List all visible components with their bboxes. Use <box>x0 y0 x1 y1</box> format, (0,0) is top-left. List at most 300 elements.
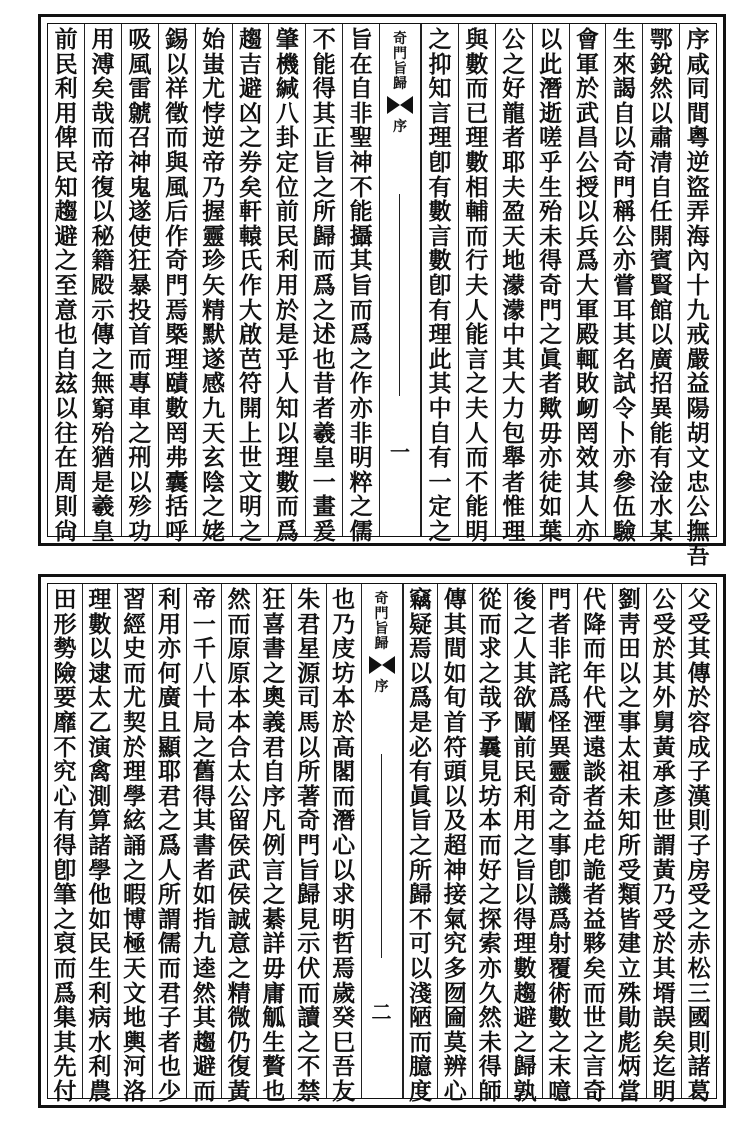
character: 利 <box>88 1053 112 1081</box>
character: 廣 <box>649 345 673 373</box>
character: 后 <box>165 198 189 226</box>
character: 源 <box>297 659 321 687</box>
character: 衂 <box>575 394 599 422</box>
text-column <box>605 24 642 545</box>
character: 遠 <box>583 733 607 761</box>
character: 外 <box>652 684 676 712</box>
character: 之 <box>53 905 77 933</box>
character: 地 <box>502 247 526 275</box>
character: 門 <box>612 173 636 201</box>
character: 舉 <box>502 444 526 472</box>
character: 之 <box>408 831 432 859</box>
character: 心 <box>332 831 356 859</box>
character: 能 <box>465 321 489 349</box>
character: 用 <box>157 610 181 638</box>
character: 門 <box>297 831 321 859</box>
character: 本 <box>227 708 251 736</box>
character: 數 <box>428 247 452 275</box>
character: 本 <box>332 684 356 712</box>
character: 皇 <box>312 444 336 472</box>
character: 儒 <box>349 517 373 545</box>
character: 有 <box>428 173 452 201</box>
character: 嗟 <box>539 124 563 152</box>
character: 得 <box>53 831 77 859</box>
character: 好 <box>502 75 526 103</box>
character: 綦 <box>262 905 286 933</box>
character: 八 <box>275 99 299 127</box>
character: 闡 <box>513 708 537 736</box>
character: 人 <box>157 856 181 884</box>
character: 輒 <box>575 345 599 373</box>
character: 以 <box>408 659 432 687</box>
character: 其 <box>428 370 452 398</box>
character: 復 <box>227 1053 251 1081</box>
character: 而 <box>128 345 152 373</box>
character: 民 <box>54 148 78 176</box>
character: 人 <box>575 493 599 521</box>
character: 包 <box>502 419 526 447</box>
character: 之 <box>349 345 373 373</box>
character: 間 <box>443 635 467 663</box>
character: 感 <box>202 370 226 398</box>
character: 海 <box>686 222 710 250</box>
character: 益 <box>583 807 607 835</box>
character: 赤 <box>687 930 711 958</box>
character: 而 <box>312 247 336 275</box>
page-number: 二 <box>371 1000 392 1024</box>
character: 禁 <box>297 1077 321 1105</box>
character: 侯 <box>227 881 251 909</box>
character: 兵 <box>575 222 599 250</box>
character: 耶 <box>502 148 526 176</box>
character: 爲 <box>312 271 336 299</box>
character: 而 <box>583 635 607 663</box>
character: 傳 <box>443 586 467 613</box>
page-spine <box>361 584 403 1098</box>
character: 義 <box>262 708 286 736</box>
character: 言 <box>262 856 286 884</box>
character: 也 <box>312 345 336 373</box>
title-character: 歸 <box>393 76 407 92</box>
character: 卽 <box>53 856 77 884</box>
character: 之 <box>192 733 216 761</box>
character: 盜 <box>686 173 710 201</box>
character: 旨 <box>513 856 537 884</box>
character: 學 <box>123 782 147 810</box>
character: 能 <box>649 419 673 447</box>
text-column <box>532 24 569 545</box>
character: 所 <box>617 831 641 859</box>
title-character: 歸 <box>374 636 389 652</box>
character: 而 <box>465 222 489 250</box>
character: 矣 <box>583 954 607 982</box>
character: 史 <box>123 635 147 663</box>
character: 羲 <box>91 493 115 521</box>
section-label: 序 <box>374 679 389 695</box>
character: 而 <box>478 831 502 859</box>
character: 司 <box>297 684 321 712</box>
character: 誦 <box>123 831 147 859</box>
character: 符 <box>238 370 262 398</box>
character: 旨 <box>297 856 321 884</box>
character: 溥 <box>91 50 115 78</box>
character: 湮 <box>583 708 607 736</box>
character: 類 <box>617 881 641 909</box>
character: 乃 <box>652 881 676 909</box>
character: 讀 <box>297 1004 321 1032</box>
character: 咸 <box>686 50 710 78</box>
character: 於 <box>652 635 676 663</box>
character: 太 <box>227 758 251 786</box>
character: 民 <box>275 222 299 250</box>
character: 作 <box>165 222 189 250</box>
character: 微 <box>227 1004 251 1032</box>
character: 覆 <box>548 954 572 982</box>
character: 公 <box>686 493 710 521</box>
character: 怪 <box>548 708 572 736</box>
character: 爲 <box>408 684 432 712</box>
character: 也 <box>54 321 78 349</box>
text-column <box>421 24 458 545</box>
character: 而 <box>91 124 115 152</box>
character: 槩 <box>165 321 189 349</box>
title-character: 奇 <box>393 31 407 47</box>
text-column <box>152 584 187 1105</box>
character: 虩 <box>128 99 152 127</box>
character: 星 <box>297 635 321 663</box>
character: 傳 <box>91 321 115 349</box>
character: 自 <box>349 75 373 103</box>
character: 建 <box>617 930 641 958</box>
character: 投 <box>128 296 152 324</box>
character: 贅 <box>262 1053 286 1081</box>
character: 其 <box>502 345 526 373</box>
character: 祖 <box>617 758 641 786</box>
character: 明 <box>652 1077 676 1105</box>
character: 中 <box>502 321 526 349</box>
text-column <box>612 584 647 1105</box>
character: 數 <box>465 50 489 78</box>
character: 券 <box>238 148 262 176</box>
character: 同 <box>686 75 710 103</box>
character: 符 <box>443 733 467 761</box>
character: 殊 <box>617 979 641 1007</box>
character: 承 <box>652 758 676 786</box>
character: 理 <box>88 586 112 613</box>
character: 有 <box>649 444 673 472</box>
character: 之 <box>227 954 251 982</box>
character: 自 <box>428 419 452 447</box>
character: 容 <box>687 708 711 736</box>
character: 哉 <box>91 99 115 127</box>
character: 逆 <box>202 124 226 152</box>
character: 索 <box>478 930 502 958</box>
character: 得 <box>192 782 216 810</box>
character: 自 <box>262 758 286 786</box>
character: 粵 <box>686 124 710 152</box>
character: 之 <box>128 419 152 447</box>
character: 其 <box>443 610 467 638</box>
character: 開 <box>238 394 262 422</box>
character: 利 <box>88 979 112 1007</box>
character: 廣 <box>157 684 181 712</box>
character: 以 <box>575 198 599 226</box>
character: 爲 <box>275 517 299 545</box>
character: 能 <box>349 198 373 226</box>
character: 受 <box>687 881 711 909</box>
character: 譏 <box>548 881 572 909</box>
character: 高 <box>332 733 356 761</box>
character: 明 <box>332 905 356 933</box>
character: 益 <box>686 370 710 398</box>
character: 父 <box>687 586 711 613</box>
character: 生 <box>539 173 563 201</box>
character: 氏 <box>238 247 262 275</box>
character: 指 <box>192 905 216 933</box>
character: 異 <box>649 394 673 422</box>
character: 狂 <box>262 586 286 613</box>
character: 以 <box>539 26 563 53</box>
character: 乎 <box>275 345 299 373</box>
character: 毋 <box>539 419 563 447</box>
character: 者 <box>548 610 572 638</box>
character: 呼 <box>165 517 189 545</box>
character: 數 <box>465 148 489 176</box>
text-column <box>542 584 577 1105</box>
character: 馬 <box>297 708 321 736</box>
character: 者 <box>539 370 563 398</box>
character: 而 <box>192 1077 216 1105</box>
character: 潛 <box>332 807 356 835</box>
character: 序 <box>686 26 710 53</box>
character: 歸 <box>312 222 336 250</box>
character: 友 <box>332 1077 356 1105</box>
character: 所 <box>312 198 336 226</box>
character: 陰 <box>202 468 226 496</box>
character: 胡 <box>686 419 710 447</box>
character: 虍 <box>583 831 607 859</box>
character: 趨 <box>54 198 78 226</box>
character: 葉 <box>539 517 563 545</box>
text-column <box>342 24 379 545</box>
character: 巳 <box>332 1028 356 1056</box>
character: 稱 <box>612 198 636 226</box>
character: 書 <box>192 831 216 859</box>
character: 羲 <box>312 419 336 447</box>
character: 則 <box>687 807 711 835</box>
page-spine <box>379 24 421 536</box>
character: 用 <box>513 807 537 835</box>
character: 以 <box>617 659 641 687</box>
character: 神 <box>349 148 373 176</box>
character: 授 <box>575 173 599 201</box>
character: 後 <box>513 586 537 613</box>
character: 陋 <box>408 1004 432 1032</box>
text-column <box>221 584 256 1105</box>
character: 契 <box>123 708 147 736</box>
character: 言 <box>428 222 452 250</box>
character: 好 <box>478 856 502 884</box>
character: 以 <box>297 733 321 761</box>
character: 久 <box>478 979 502 1007</box>
title-character: 旨 <box>374 621 389 637</box>
character: 間 <box>686 99 710 127</box>
character: 之 <box>617 684 641 712</box>
character: 閣 <box>332 758 356 786</box>
character: 歟 <box>539 394 563 422</box>
character: 之 <box>349 493 373 521</box>
character: 緘 <box>275 75 299 103</box>
character: 行 <box>465 247 489 275</box>
character: 諸 <box>88 831 112 859</box>
character: 序 <box>262 782 286 810</box>
character: 之 <box>238 517 262 545</box>
character: 館 <box>649 296 673 324</box>
text-columns <box>48 584 716 1105</box>
text-column <box>84 24 121 545</box>
character: 濛 <box>502 296 526 324</box>
character: 而 <box>227 610 251 638</box>
character: 凶 <box>238 99 262 127</box>
character: 何 <box>157 659 181 687</box>
character: 眞 <box>408 782 432 810</box>
character: 於 <box>687 684 711 712</box>
character: 會 <box>575 26 599 53</box>
character: 誠 <box>227 905 251 933</box>
character: 理 <box>275 444 299 472</box>
character: 囊 <box>165 468 189 496</box>
character: 相 <box>465 173 489 201</box>
character: 精 <box>202 296 226 324</box>
character: 能 <box>465 493 489 521</box>
character: 之 <box>297 1028 321 1056</box>
character: 鬼 <box>128 173 152 201</box>
character: 者 <box>583 782 607 810</box>
character: 殄 <box>128 493 152 521</box>
character: 罔 <box>165 419 189 447</box>
character: 悖 <box>202 99 226 127</box>
text-column <box>82 584 117 1105</box>
character: 明 <box>349 444 373 472</box>
text-column <box>305 24 342 545</box>
character: 亦 <box>539 444 563 472</box>
character: 而 <box>53 954 77 982</box>
character: 其 <box>53 1028 77 1056</box>
character: 言 <box>428 99 452 127</box>
character: 於 <box>652 930 676 958</box>
text-column <box>121 24 158 545</box>
character: 卽 <box>548 856 572 884</box>
character: 噫 <box>548 1077 572 1105</box>
character: 也 <box>332 586 356 613</box>
text-column <box>458 24 495 545</box>
character: 軍 <box>575 296 599 324</box>
character: 理 <box>465 124 489 152</box>
character: 必 <box>408 733 432 761</box>
character: 錫 <box>165 26 189 53</box>
character: 首 <box>443 708 467 736</box>
character: 避 <box>238 75 262 103</box>
section-label: 序 <box>393 119 407 135</box>
character: 遂 <box>202 345 226 373</box>
character: 爲 <box>157 831 181 859</box>
character: 復 <box>91 173 115 201</box>
character: 以 <box>649 321 673 349</box>
character: 理 <box>165 345 189 373</box>
character: 已 <box>465 99 489 127</box>
book-title <box>380 32 420 135</box>
character: 之 <box>54 247 78 275</box>
character: 孰 <box>513 1077 537 1105</box>
character: 效 <box>575 444 599 472</box>
character: 數 <box>275 468 299 496</box>
character: 盈 <box>502 198 526 226</box>
character: 理 <box>513 930 537 958</box>
character: 之 <box>238 124 262 152</box>
character: 上 <box>238 419 262 447</box>
text-column <box>256 584 291 1105</box>
character: 於 <box>123 733 147 761</box>
character: 以 <box>165 50 189 78</box>
character: 與 <box>165 148 189 176</box>
character: 帝 <box>192 586 216 613</box>
character: 粹 <box>349 468 373 496</box>
character: 用 <box>54 99 78 127</box>
character: 民 <box>513 758 537 786</box>
character: 成 <box>687 733 711 761</box>
character: 殆 <box>91 419 115 447</box>
character: 生 <box>262 1028 286 1056</box>
character: 車 <box>128 394 152 422</box>
character: 轅 <box>238 222 262 250</box>
character: 機 <box>275 50 299 78</box>
character: 一 <box>428 468 452 496</box>
character: 任 <box>649 198 673 226</box>
character: 疑 <box>408 610 432 638</box>
character: 庸 <box>262 979 286 1007</box>
character: 勢 <box>53 635 77 663</box>
character: 位 <box>275 173 299 201</box>
character: 作 <box>349 370 373 398</box>
text-column <box>646 584 681 1105</box>
character: 洛 <box>123 1077 147 1105</box>
character: 如 <box>192 881 216 909</box>
text-column <box>472 584 507 1105</box>
character: 靡 <box>53 708 77 736</box>
character: 前 <box>513 733 537 761</box>
character: 人 <box>513 635 537 663</box>
character: 之 <box>202 493 226 521</box>
character: 從 <box>478 586 502 613</box>
character: 奇 <box>539 271 563 299</box>
character: 舅 <box>652 708 676 736</box>
character: 河 <box>123 1053 147 1081</box>
character: 之 <box>502 50 526 78</box>
character: 臆 <box>408 1053 432 1081</box>
character: 於 <box>575 75 599 103</box>
character: 理 <box>428 124 452 152</box>
character: 子 <box>687 758 711 786</box>
character: 乃 <box>202 173 226 201</box>
character: 求 <box>332 881 356 909</box>
character: 未 <box>478 1028 502 1056</box>
character: 天 <box>502 222 526 250</box>
character: 數 <box>165 394 189 422</box>
character: 夫 <box>502 173 526 201</box>
character: 括 <box>165 493 189 521</box>
character: 忠 <box>686 468 710 496</box>
character: 千 <box>192 635 216 663</box>
